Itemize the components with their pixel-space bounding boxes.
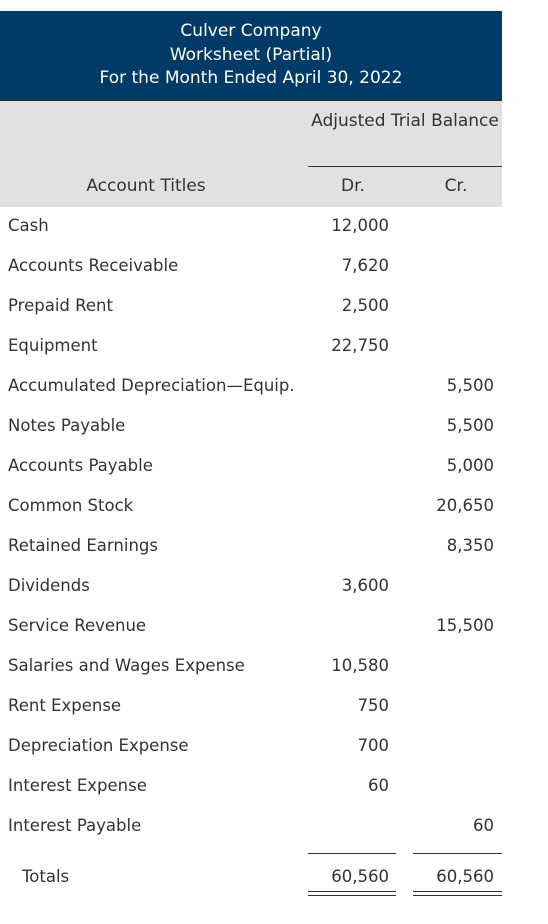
table-row bbox=[0, 567, 502, 607]
table-row bbox=[0, 207, 502, 247]
table-row bbox=[0, 247, 502, 287]
table-row bbox=[0, 687, 502, 727]
debit-double-underline bbox=[308, 891, 396, 896]
debit-amount: 750 bbox=[357, 696, 389, 715]
account-title: Dividends bbox=[8, 576, 90, 595]
table-row bbox=[0, 607, 502, 647]
credit-amount: 20,650 bbox=[436, 496, 494, 515]
period-label: For the Month Ended April 30, 2022 bbox=[99, 68, 403, 89]
credit-amount: 5,000 bbox=[446, 456, 494, 475]
credit-double-underline bbox=[413, 891, 502, 896]
table-row bbox=[0, 287, 502, 327]
debit-amount: 22,750 bbox=[331, 336, 389, 355]
column-header bbox=[0, 101, 502, 207]
table-row bbox=[0, 407, 502, 447]
totals-row bbox=[0, 847, 502, 911]
debit-amount: 3,600 bbox=[341, 576, 389, 595]
debit-amount: 2,500 bbox=[341, 296, 389, 315]
account-title: Cash bbox=[8, 216, 49, 235]
company-name: Culver Company bbox=[180, 21, 322, 42]
credit-header: Cr. bbox=[444, 176, 468, 196]
debit-amount: 10,580 bbox=[331, 656, 389, 675]
table-row bbox=[0, 647, 502, 687]
account-title: Equipment bbox=[8, 336, 98, 355]
debit-amount: 60 bbox=[368, 776, 389, 795]
debit-amount: 700 bbox=[357, 736, 389, 755]
account-title: Notes Payable bbox=[8, 416, 126, 435]
account-title: Interest Payable bbox=[8, 816, 142, 835]
account-title: Salaries and Wages Expense bbox=[8, 656, 245, 675]
table-row bbox=[0, 807, 502, 847]
worksheet bbox=[0, 11, 502, 911]
credit-amount: 5,500 bbox=[446, 416, 494, 435]
credit-amount: 5,500 bbox=[446, 376, 494, 395]
credit-amount: 15,500 bbox=[436, 616, 494, 635]
credit-amount: 8,350 bbox=[446, 536, 494, 555]
debit-amount: 12,000 bbox=[331, 216, 389, 235]
account-title: Accounts Receivable bbox=[8, 256, 179, 275]
debit-header: Dr. bbox=[341, 176, 365, 196]
debit-total-rule bbox=[308, 853, 396, 854]
credit-total: 60,560 bbox=[436, 867, 494, 886]
column-group-rule bbox=[308, 166, 502, 167]
account-title: Common Stock bbox=[8, 496, 134, 515]
account-title: Depreciation Expense bbox=[8, 736, 189, 755]
account-title: Rent Expense bbox=[8, 696, 122, 715]
credit-amount: 60 bbox=[473, 816, 494, 835]
table-row bbox=[0, 487, 502, 527]
account-title: Retained Earnings bbox=[8, 536, 158, 555]
table-row bbox=[0, 367, 502, 407]
table-row bbox=[0, 527, 502, 567]
account-title: Accumulated Depreciation—Equip. bbox=[8, 376, 295, 395]
credit-total-rule bbox=[413, 853, 502, 854]
account-title: Service Revenue bbox=[8, 616, 147, 635]
title-block bbox=[0, 11, 502, 101]
table-row bbox=[0, 327, 502, 367]
account-rows bbox=[0, 207, 502, 847]
account-title: Prepaid Rent bbox=[8, 296, 113, 315]
table-row bbox=[0, 727, 502, 767]
account-title: Interest Expense bbox=[8, 776, 147, 795]
statement-name: Worksheet (Partial) bbox=[169, 44, 333, 65]
account-title: Accounts Payable bbox=[8, 456, 153, 475]
column-group-label: Adjusted Trial Balance bbox=[311, 111, 499, 131]
totals-label: Totals bbox=[22, 867, 70, 886]
debit-total: 60,560 bbox=[331, 867, 389, 886]
debit-amount: 7,620 bbox=[341, 256, 389, 275]
account-titles-header: Account Titles bbox=[86, 176, 206, 196]
table-row bbox=[0, 767, 502, 807]
table-row bbox=[0, 447, 502, 487]
